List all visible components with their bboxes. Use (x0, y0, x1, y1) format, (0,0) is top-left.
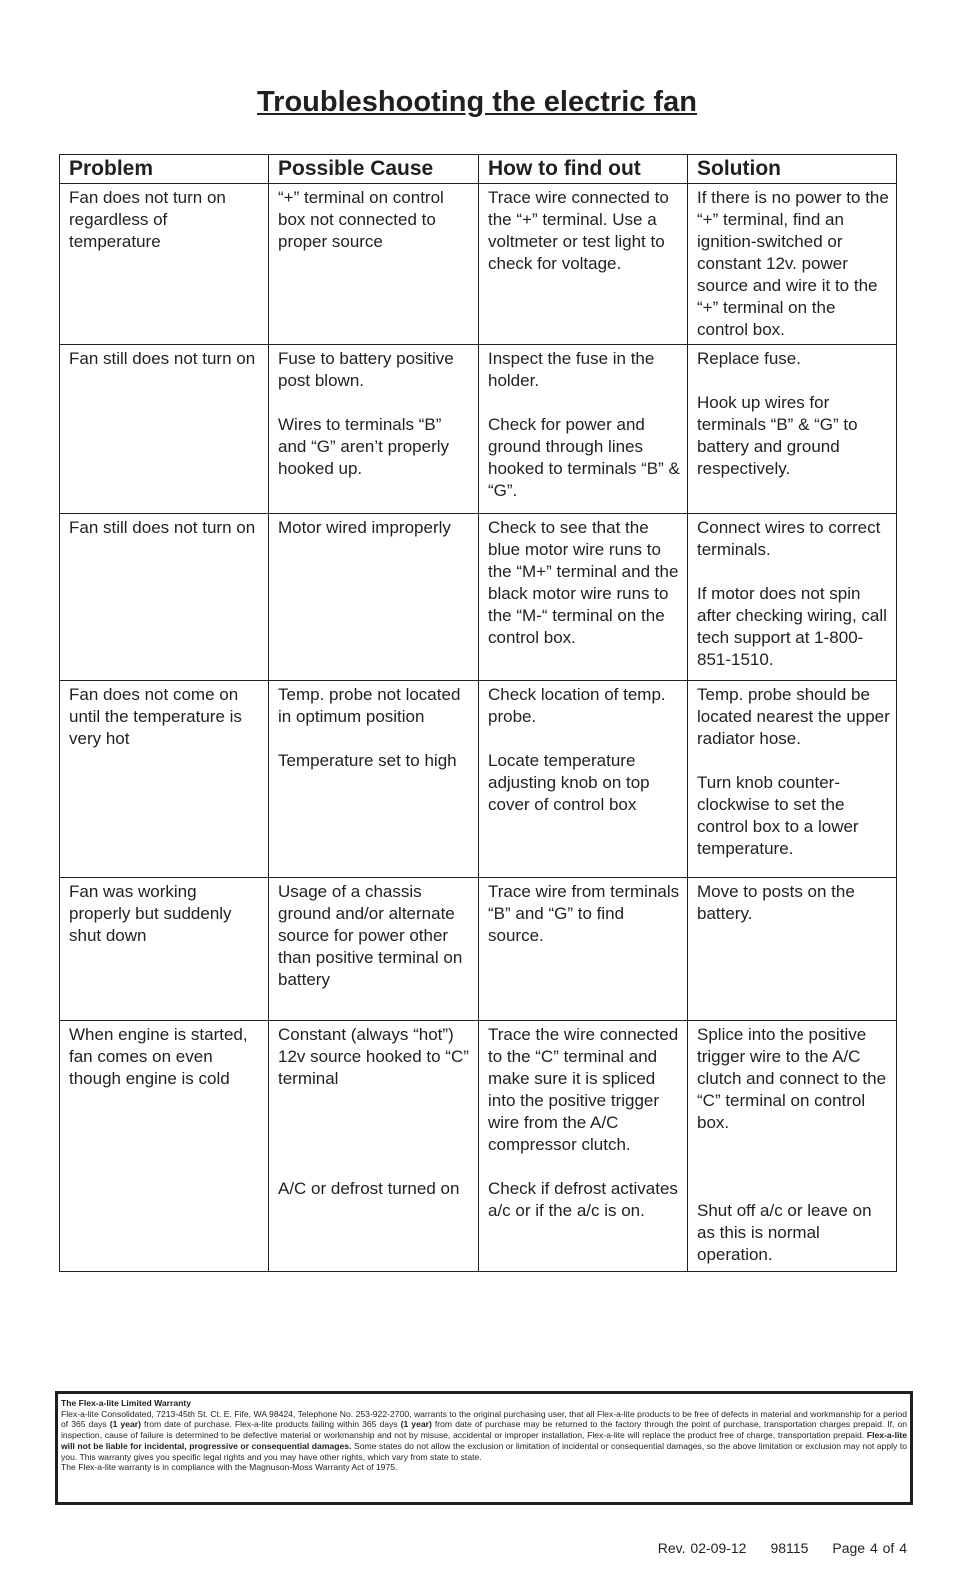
find-cell (479, 345, 688, 514)
header-how-to-find-out: How to find out (479, 155, 688, 184)
page-footer (658, 1540, 907, 1556)
cause-text: Constant (always “hot”) 12v source hooked to “C” terminal (278, 1025, 469, 1088)
find-cell (479, 1021, 688, 1272)
warranty-box (55, 1391, 913, 1505)
problem-text: Fan still does not turn on (69, 518, 256, 537)
table-row (60, 1021, 897, 1272)
find-text: Check location of temp. probe. (488, 685, 666, 726)
solution-cell (688, 514, 897, 681)
find-cell (479, 514, 688, 681)
cause-cell (269, 878, 479, 1021)
cause-cell (269, 184, 479, 345)
table-row (60, 345, 897, 514)
cause-cell (269, 345, 479, 514)
solution-cell (688, 345, 897, 514)
header-solution: Solution (688, 155, 897, 184)
find-text: Trace wire from terminals “B” and “G” to find source. (488, 882, 680, 945)
solution-cell (688, 184, 897, 345)
find-text: Check to see that the blue motor wire runs to the “M+” terminal and the black motor wire runs to the “M-“ terminal on the control box. (488, 518, 679, 647)
problem-cell (60, 681, 269, 878)
warranty-compliance: The Flex-a-lite warranty is in compliance with the Magnuson-Moss Warranty Act of 1975. (61, 1462, 398, 1473)
solution-text: Hook up wires for terminals “B” & “G” to battery and ground respectively. (697, 393, 858, 478)
find-cell (479, 878, 688, 1021)
solution-text: If motor does not spin after checking wiring, call tech support at 1-800-851-1510. (697, 584, 887, 669)
table-row (60, 184, 897, 345)
find-cell (479, 184, 688, 345)
header-possible-cause: Possible Cause (269, 155, 479, 184)
solution-text: Replace fuse. (697, 349, 801, 368)
warranty-text-bold: Flex-a-lite will not be liable for incidental, progressive or consequential damages. (61, 1430, 907, 1451)
cause-text: “+” terminal on control box not connected to proper source (278, 188, 444, 251)
page-title: Troubleshooting the electric fan (257, 86, 697, 118)
problem-cell (60, 184, 269, 345)
problem-text: Fan does not come on until the temperature is very hot (69, 685, 242, 748)
find-text: Trace wire connected to the “+” terminal. Use a voltmeter or test light to check for voltage. (488, 188, 669, 273)
problem-text: Fan still does not turn on (69, 349, 256, 368)
cause-text: Wires to terminals “B” and “G” aren’t properly hooked up. (278, 415, 450, 478)
table-row (60, 681, 897, 878)
problem-cell (60, 1021, 269, 1272)
warranty-title: The Flex-a-lite Limited Warranty (61, 1398, 192, 1408)
table-row (60, 514, 897, 681)
page-number: Page 4 of 4 (832, 1540, 907, 1556)
find-text: Trace the wire connected to the “C” terminal and make sure it is spliced into the positive trigger wire from the A/C compressor clutch. (488, 1025, 679, 1154)
warranty-text-part: from date of purchase. Flex-a-lite products failing within 365 days (140, 1419, 401, 1430)
header-problem: Problem (60, 155, 269, 184)
warranty-text-part: Flex-a-lite Consolidated, 7213-45th St. Ct. E. Fife, WA 98424, Telephone No. 253-922-2700, warrants to the original purchasing user, that all Flex-a-lite products to be free of defects in material and workmanship for a period of 365 days (61, 1408, 907, 1430)
solution-cell (688, 878, 897, 1021)
solution-text: Move to posts on the battery. (697, 882, 855, 923)
table-header-row (60, 155, 897, 184)
problem-text: Fan does not turn on regardless of temperature (69, 188, 226, 251)
solution-cell (688, 1021, 897, 1272)
solution-text: Temp. probe should be located nearest the upper radiator hose. (697, 685, 890, 748)
cause-cell (269, 514, 479, 681)
find-text: Check for power and ground through lines hooked to terminals “B” & “G”. (488, 415, 680, 500)
warranty-text-part: Some states do not allow the exclusion or limitation of incidental or consequential damages, so the above limitation or exclusion may not apply to you. This warranty gives you specific legal rights and you may have other rights, which vary from state to state. (61, 1440, 907, 1462)
solution-text: If there is no power to the “+” terminal, find an ignition-switched or constant 12v. power source and wire it to the “+” terminal on the control box. (697, 188, 889, 339)
warranty-text-bold: (1 year) (400, 1419, 432, 1430)
cause-cell (269, 681, 479, 878)
solution-text: Turn knob counter-clockwise to set the control box to a lower temperature. (697, 773, 859, 858)
solution-text: Connect wires to correct terminals. (697, 518, 881, 559)
cause-text: Temp. probe not located in optimum position (278, 685, 461, 726)
problem-cell (60, 878, 269, 1021)
warranty-text-bold: (1 year) (109, 1419, 141, 1430)
problem-text: Fan was working properly but suddenly shut down (69, 882, 232, 945)
problem-text: When engine is started, fan comes on even though engine is cold (69, 1025, 248, 1088)
cause-text: Usage of a chassis ground and/or alternate source for power other than positive terminal on battery (278, 882, 463, 989)
problem-cell (60, 514, 269, 681)
cause-text: A/C or defrost turned on (278, 1179, 460, 1198)
table-row (60, 878, 897, 1021)
solution-text: Splice into the positive trigger wire to the A/C clutch and connect to the “C” terminal on control box. (697, 1025, 887, 1132)
find-text: Locate temperature adjusting knob on top cover of control box (488, 751, 650, 814)
warranty-text-part: from date of purchase may be returned to the factory through the point of purchase, transportation charges prepaid. If, on inspection, cause of failure is determined to be defective material or workmanship and not by misuse, accidental or improper installation, Flex-a-lite will replace the product free of charge, transportation prepaid. (61, 1419, 908, 1441)
find-text: Check if defrost activates a/c or if the a/c is on. (488, 1179, 678, 1220)
part-number: 98115 (770, 1540, 809, 1556)
problem-cell (60, 345, 269, 514)
warranty-text (61, 1409, 907, 1462)
cause-text: Temperature set to high (278, 751, 457, 770)
cause-text: Motor wired improperly (278, 518, 451, 537)
find-cell (479, 681, 688, 878)
cause-cell (269, 1021, 479, 1272)
solution-text: Shut off a/c or leave on as this is normal operation. (697, 1201, 872, 1264)
revision-date: Rev. 02-09-12 (657, 1540, 747, 1556)
troubleshooting-table (59, 154, 897, 1272)
find-text: Inspect the fuse in the holder. (488, 349, 655, 390)
solution-cell (688, 681, 897, 878)
cause-text: Fuse to battery positive post blown. (278, 349, 454, 390)
